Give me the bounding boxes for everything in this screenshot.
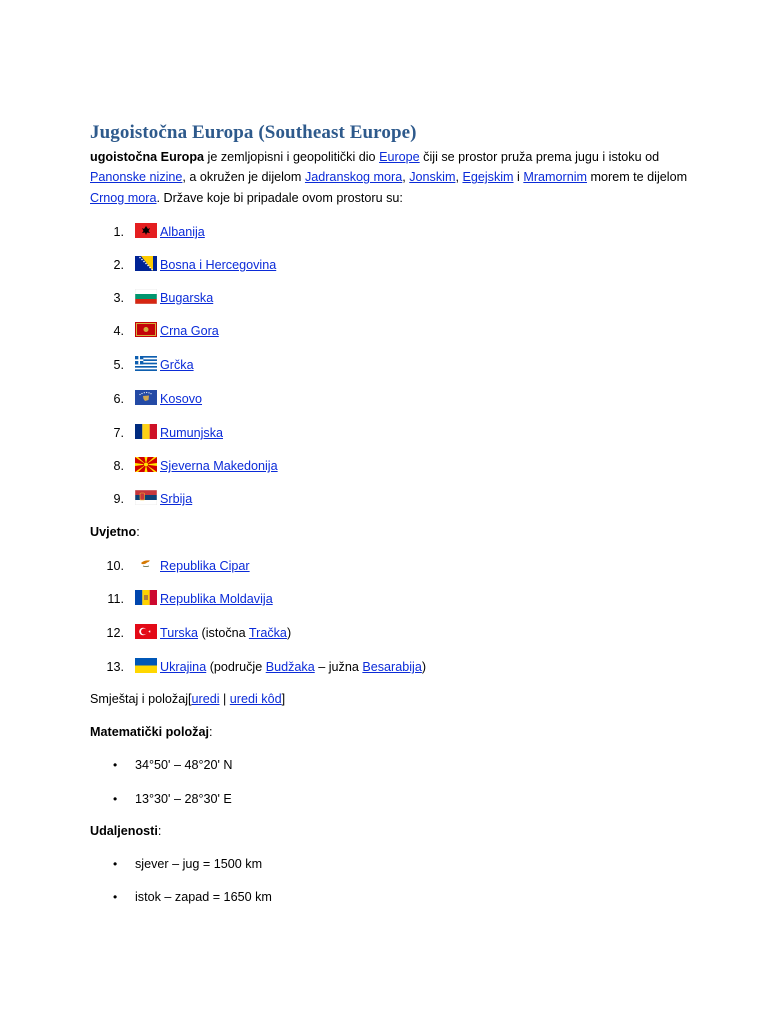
- link-jadransko-more[interactable]: Jadranskog mora: [304, 170, 403, 185]
- conditional-label: Uvjetno: [90, 525, 137, 539]
- list-item: [0, 589, 768, 609]
- country-link[interactable]: Crna Gora: [160, 324, 219, 338]
- country-link[interactable]: Bugarska: [160, 291, 214, 305]
- list-number: 2.: [113, 258, 124, 272]
- intro-text: ,: [455, 170, 463, 185]
- intro-text: morem te dijelom: [587, 170, 688, 185]
- north-macedonia-flag-icon: [135, 457, 157, 472]
- bullet-item: [0, 755, 768, 775]
- longitude-range: 13°30' – 28°30' E: [135, 792, 232, 806]
- list-item: [0, 556, 768, 576]
- intro-text: , a okružen je dijelom: [182, 170, 305, 185]
- region-link[interactable]: Besarabija: [362, 660, 422, 674]
- link-crno-more[interactable]: Crnog mora: [90, 190, 157, 205]
- section-heading: [90, 689, 285, 709]
- moldova-flag-icon: [135, 590, 157, 605]
- list-number: 10.: [106, 559, 124, 573]
- link-europe[interactable]: Europe: [379, 150, 420, 164]
- bullet-item: [0, 789, 768, 809]
- list-item: [0, 657, 768, 677]
- bullet-item: [0, 854, 768, 874]
- math-position-heading: [90, 722, 212, 742]
- country-link[interactable]: Rumunjska: [160, 426, 223, 440]
- country-link[interactable]: Grčka: [160, 358, 194, 372]
- link-mramorno-more[interactable]: Mramornim: [523, 170, 587, 185]
- list-item-note: ): [286, 626, 292, 640]
- list-item-text: [160, 623, 291, 643]
- colon: :: [136, 525, 140, 539]
- distances-heading: [90, 821, 161, 841]
- list-item: [0, 355, 768, 375]
- separator: |: [219, 692, 230, 706]
- list-item-note: – južna: [314, 660, 363, 674]
- country-link[interactable]: Republika Cipar: [160, 559, 250, 573]
- distance-north-south: sjever – jug = 1500 km: [135, 857, 263, 871]
- intro-text: . Države koje bi pripadale ovom prostoru su:: [156, 190, 403, 205]
- list-item: [0, 389, 768, 409]
- list-number: 6.: [113, 392, 124, 406]
- distance-east-west: istok – zapad = 1650 km: [135, 890, 272, 904]
- montenegro-flag-icon: [135, 322, 157, 337]
- bullet: •: [113, 857, 118, 871]
- albania-flag-icon: [135, 223, 157, 238]
- region-link[interactable]: Tračka: [248, 626, 287, 640]
- page-title: Jugoistočna Europa (Southeast Europe): [90, 122, 417, 143]
- intro-text: ,: [402, 170, 410, 185]
- intro-text: i: [513, 170, 524, 185]
- list-item-note: (područje: [206, 660, 266, 674]
- intro-text: je zemljopisni i geopolitički dio: [204, 150, 380, 164]
- country-link[interactable]: Ukrajina: [160, 660, 207, 674]
- section-title: Smještaj i položaj[: [90, 692, 192, 706]
- distances-label: Udaljenosti: [90, 824, 158, 838]
- country-link[interactable]: Republika Moldavija: [160, 592, 273, 606]
- list-number: 12.: [106, 626, 124, 640]
- country-link[interactable]: Turska: [160, 626, 199, 640]
- turkey-flag-icon: [135, 624, 157, 639]
- list-number: 3.: [113, 291, 124, 305]
- cyprus-flag-icon: [135, 557, 157, 572]
- country-link[interactable]: Srbija: [160, 492, 193, 506]
- edit-code-link[interactable]: uredi kôd: [229, 692, 282, 706]
- list-item: [0, 255, 768, 275]
- list-item-text: [160, 657, 426, 677]
- link-egejsko-more[interactable]: Egejskim: [462, 170, 514, 185]
- country-link[interactable]: Sjeverna Makedonija: [160, 459, 278, 473]
- greece-flag-icon: [135, 356, 157, 371]
- conditional-heading: [90, 522, 140, 542]
- list-item: [0, 222, 768, 242]
- intro-paragraph: [90, 147, 700, 208]
- bullet: •: [113, 792, 118, 806]
- list-number: 11.: [107, 592, 124, 606]
- bosnia-flag-icon: [135, 256, 157, 271]
- list-item: [0, 489, 768, 509]
- list-item: [0, 321, 768, 341]
- ukraine-flag-icon: [135, 658, 157, 673]
- kosovo-flag-icon: [135, 390, 157, 405]
- bulgaria-flag-icon: [135, 289, 157, 304]
- region-link[interactable]: Budžaka: [265, 660, 315, 674]
- link-jonsko-more[interactable]: Jonskim: [409, 170, 456, 185]
- list-number: 13.: [106, 660, 124, 674]
- list-item-note: ): [421, 660, 427, 674]
- edit-link[interactable]: uredi: [191, 692, 220, 706]
- list-item: [0, 288, 768, 308]
- list-item: [0, 456, 768, 476]
- bullet: •: [113, 890, 118, 904]
- list-number: 7.: [113, 426, 124, 440]
- link-panonske-nizine[interactable]: Panonske nizine: [90, 170, 183, 185]
- list-item: [0, 623, 768, 643]
- list-number: 4.: [113, 324, 124, 338]
- serbia-flag-icon: [135, 490, 157, 505]
- list-item: [0, 423, 768, 443]
- bullet: •: [113, 758, 118, 772]
- bullet-item: [0, 887, 768, 907]
- intro-text: čiji se prostor pruža prema jugu i istoku od: [419, 150, 660, 164]
- colon: :: [208, 725, 213, 739]
- colon: :: [157, 824, 162, 838]
- country-link[interactable]: Kosovo: [160, 392, 203, 406]
- latitude-range: 34°50' – 48°20' N: [135, 758, 233, 772]
- list-number: 5.: [113, 358, 124, 372]
- romania-flag-icon: [135, 424, 157, 439]
- list-item-note: (istočna: [198, 626, 249, 640]
- list-number: 9.: [113, 492, 124, 506]
- list-number: 8.: [113, 459, 124, 473]
- bracket: ]: [281, 692, 286, 706]
- intro-bold-term: ugoistočna Europa: [90, 150, 205, 164]
- list-number: 1.: [113, 225, 124, 239]
- country-link[interactable]: Bosna i Hercegovina: [160, 258, 277, 272]
- country-link[interactable]: Albanija: [160, 225, 205, 239]
- math-label: Matematički položaj: [90, 725, 209, 739]
